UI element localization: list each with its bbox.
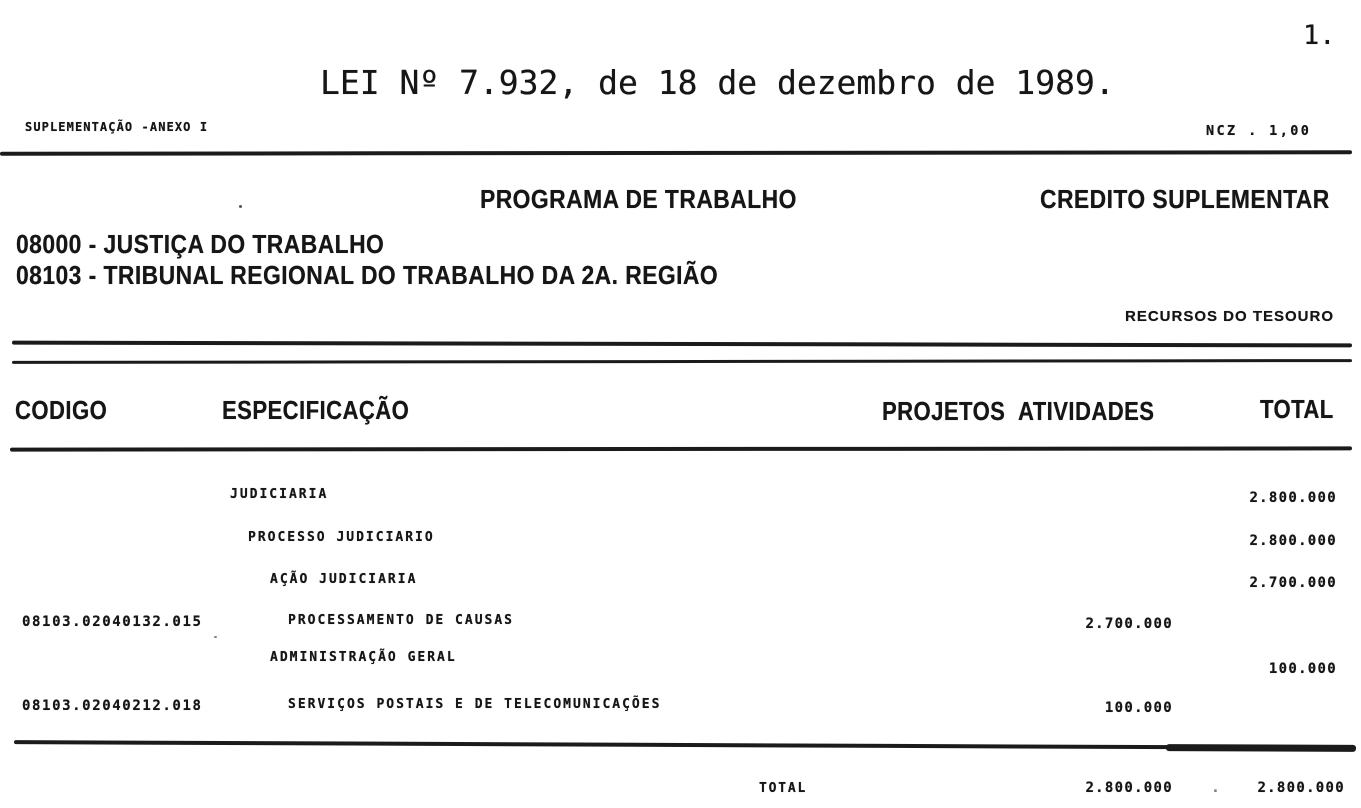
double-rule-bottom (12, 359, 1352, 364)
footer-rule (14, 740, 1356, 750)
table-row (0, 487, 1361, 509)
column-header-especificacao: ESPECIFICAÇÃO (222, 395, 410, 425)
footer-total-label: TOTAL (759, 781, 808, 796)
row-specification: PROCESSO JUDICIARIO (248, 530, 435, 545)
column-header-codigo: CODIGO (15, 395, 108, 425)
row-atividades-value: 100.000 (1104, 700, 1173, 716)
law-title: LEI Nº 7.932, de 18 de dezembro de 1989. (320, 63, 1115, 102)
unit-line: 08103 - TRIBUNAL REGIONAL DO TRABALHO DA 2A. REGIÃO (16, 260, 719, 290)
ink-speck (214, 636, 217, 638)
row-specification: AÇÃO JUDICIARIA (270, 572, 418, 587)
table-footer-row (0, 779, 1361, 801)
page-number: 1. (1303, 20, 1336, 51)
table-row (0, 697, 1361, 719)
row-total-value: 2.800.000 (1249, 533, 1337, 549)
agency-line: 08000 - JUSTIÇA DO TRABALHO (16, 229, 385, 259)
row-total-value: 2.800.000 (1249, 490, 1337, 506)
currency-unit-note: NCZ . 1,00 (1206, 123, 1312, 139)
ink-speck (239, 205, 242, 208)
row-atividades-value: 2.700.000 (1085, 616, 1173, 632)
table-row (0, 530, 1361, 552)
supplementary-credit-header: CREDITO SUPLEMENTAR (1040, 184, 1330, 214)
double-rule-top (12, 341, 1352, 347)
header-underline-rule (10, 446, 1352, 451)
column-header-atividades: ATIVIDADES (1018, 396, 1155, 426)
annex-label: SUPLEMENTAÇÃO -ANEXO I (25, 120, 209, 134)
row-specification: ADMINISTRAÇÃO GERAL (270, 650, 457, 665)
top-rule (0, 150, 1352, 155)
program-of-work-header: PROGRAMA DE TRABALHO (480, 184, 797, 214)
table-row (0, 572, 1361, 594)
footer-separator-dot: . (1211, 780, 1221, 796)
row-specification: SERVIÇOS POSTAIS E DE TELECOMUNICAÇÕES (288, 697, 662, 712)
table-row (0, 650, 1361, 677)
column-header-projetos: PROJETOS (882, 396, 1006, 426)
row-code: 08103.02040212.018 (22, 698, 203, 714)
row-code: 08103.02040132.015 (22, 614, 203, 630)
footer-atividades-value: 2.800.000 (1085, 780, 1173, 796)
row-specification: JUDICIARIA (230, 487, 329, 502)
footer-total-value: 2.800.000 (1257, 780, 1345, 796)
table-row (0, 613, 1361, 635)
column-header-total: TOTAL (1260, 394, 1334, 424)
row-specification: PROCESSAMENTO DE CAUSAS (288, 613, 515, 628)
row-total-value: 2.700.000 (1249, 575, 1337, 591)
row-total-value: 100.000 (1268, 661, 1337, 677)
treasury-resources-label: RECURSOS DO TESOURO (1125, 308, 1335, 325)
